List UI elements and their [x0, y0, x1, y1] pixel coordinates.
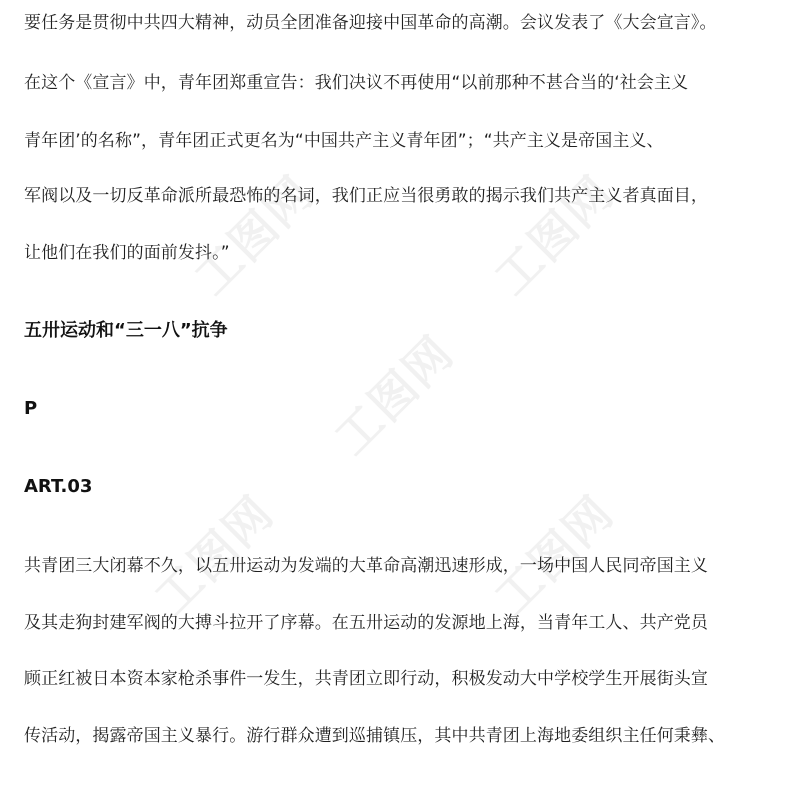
paragraph-line: 让他们在我们的面前发抖。”	[24, 243, 230, 263]
watermark: 工图网	[144, 485, 285, 626]
paragraph-line: 青年团’的名称”，青年团正式更名为“中国共产主义青年团”；“共产主义是帝国主义、	[24, 131, 664, 151]
watermark: 工图网	[184, 165, 325, 306]
watermark: 工图网	[484, 485, 625, 626]
paragraph-line: 顾正红被日本资本家枪杀事件一发生，共青团立即行动，积极发动大中学校学生开展街头宣	[24, 669, 708, 689]
section-label-p: P	[24, 398, 38, 419]
paragraph-line: 传活动，揭露帝国主义暴行。游行群众遭到巡捕镇压，其中共青团上海地委组织主任何秉彝、	[24, 726, 726, 746]
paragraph-line: 在这个《宣言》中，青年团郑重宣告：我们决议不再使用“以前那种不甚合当的‘社会主义	[24, 73, 689, 93]
watermark: 工图网	[484, 165, 625, 306]
paragraph-line: 要任务是贯彻中共四大精神，动员全团准备迎接中国革命的高潮。会议发表了《大会宣言》。	[24, 13, 717, 33]
section-heading: 五卅运动和“三一八”抗争	[24, 320, 228, 341]
paragraph-line: 共青团三大闭幕不久，以五卅运动为发端的大革命高潮迅速形成，一场中国人民同帝国主义	[24, 556, 708, 576]
paragraph-line: 及其走狗封建军阀的大搏斗拉开了序幕。在五卅运动的发源地上海，当青年工人、共产党员	[24, 613, 708, 633]
watermark: 工图网	[324, 325, 465, 466]
paragraph-line: 军阀以及一切反革命派所最恐怖的名词，我们正应当很勇敢的揭示我们共产主义者真面目，	[24, 186, 708, 206]
section-label-art: ART.03	[24, 476, 93, 497]
